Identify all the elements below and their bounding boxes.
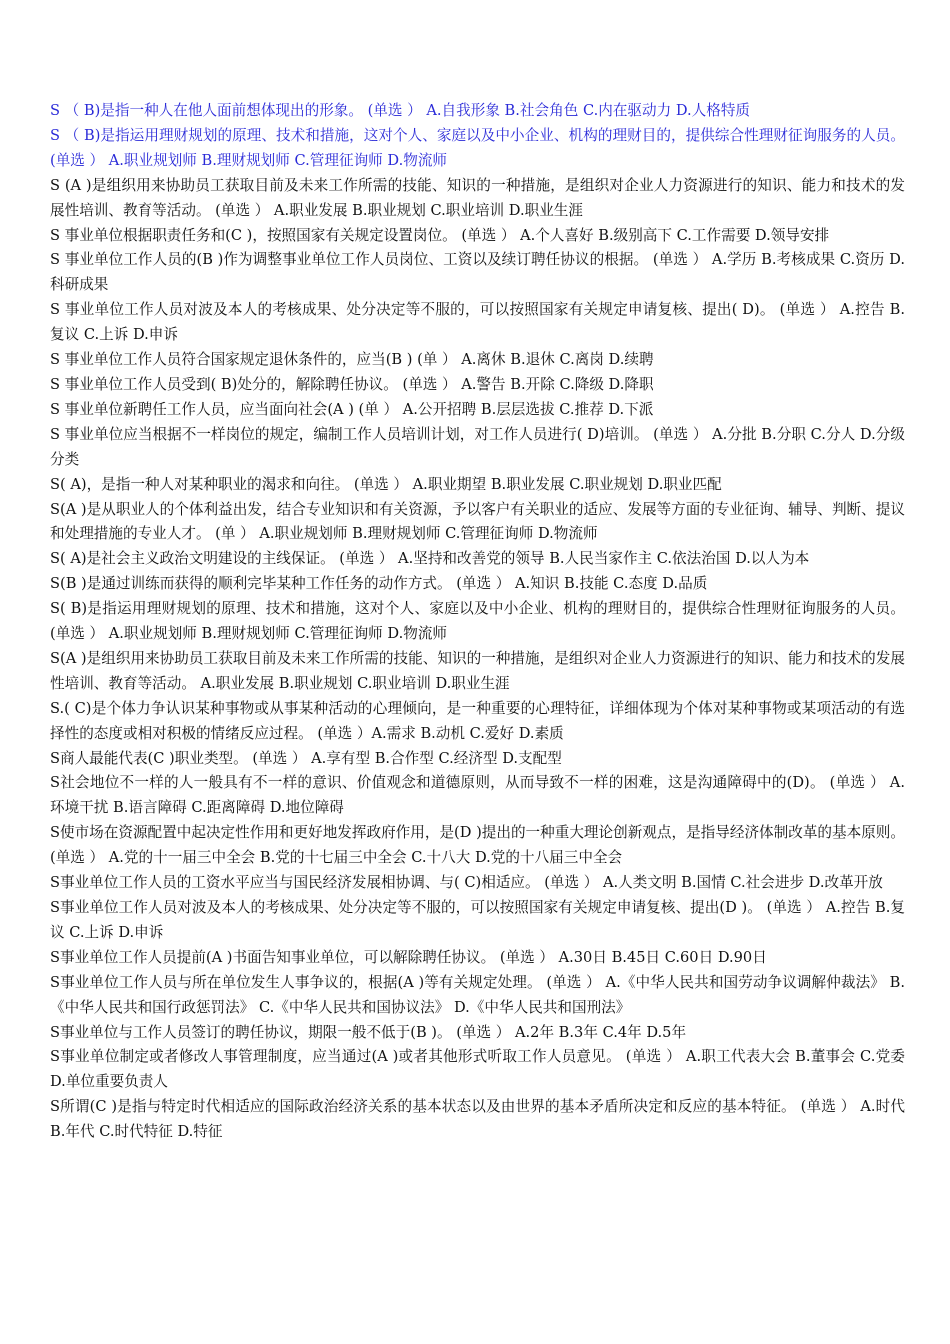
question-12: S(A )是从职业人的个体利益出发，结合专业知识和有关资源，予以客户有关职业的适应、发展等方面的专业征询、辅导、判断、提议和处理措施的专业人才。 (单 ） A.职业规划师 B.理财规划师 C.管理征询师 D.物流师 [50,500,905,543]
document-body [50,99,905,1145]
question-10: S 事业单位应当根据不一样岗位的规定，编制工作人员培训计划，对工作人员进行( D)培训。 (单选 ） A.分批 B.分职 C.分人 D.分级分类 [50,425,905,468]
question-23: S事业单位工作人员提前(A )书面告知事业单位，可以解除聘任协议。 (单选 ） A.30日 B.45日 C.60日 D.90日 [50,948,767,966]
question-19: S社会地位不一样的人一般具有不一样的意识、价值观念和道德原则，从而导致不一样的困难，这是沟通障碍中的(D)。 (单选 ） A.环境干扰 B.语言障碍 C.距离障碍 D.地位障碍 [50,774,905,817]
question-14: S(B )是通过训练而获得的顺利完毕某种工作任务的动作方式。 (单选 ） A.知识 B.技能 C.态度 D.品质 [50,575,708,593]
question-18: S商人最能代表(C )职业类型。 (单选 ） A.享有型 B.合作型 C.经济型 D.支配型 [50,749,562,767]
question-20: S使市场在资源配置中起决定性作用和更好地发挥政府作用，是(D )提出的一种重大理论创新观点，是指导经济体制改革的基本原则。 (单选 ） A.党的十一届三中全会 B.党的十七届三中全会 C.十八大 D.党的十八届三中全会 [50,824,905,867]
question-25: S事业单位与工作人员签订的聘任协议，期限一般不低于(B )。 (单选 ） A.2年 B.3年 C.4年 D.5年 [50,1023,687,1041]
question-5: S 事业单位工作人员的(B )作为调整事业单位工作人员岗位、工资以及续订聘任协议的根据。 (单选 ） A.学历 B.考核成果 C.资历 D.科研成果 [50,251,905,294]
question-21: S事业单位工作人员的工资水平应当与国民经济发展相协调、与( C)相适应。 (单选 ） A.人类文明 B.国情 C.社会进步 D.改革开放 [50,874,883,892]
question-4: S 事业单位根据职责任务和(C )，按照国家有关规定设置岗位。 (单选 ） A.个人喜好 B.级别高下 C.工作需要 D.领导安排 [50,226,830,244]
question-22: S事业单位工作人员对波及本人的考核成果、处分决定等不服的，可以按照国家有关规定申请复核、提出(D )。 (单选 ） A.控告 B.复议 C.上诉 D.申诉 [50,899,905,941]
question-6: S 事业单位工作人员对波及本人的考核成果、处分决定等不服的，可以按照国家有关规定申请复核、提出( D)。 (单选 ） A.控告 B.复议 C.上诉 D.申诉 [50,301,905,344]
question-17: S.( C)是个体力争认识某种事物或从事某种活动的心理倾向，是一种重要的心理特征，详细体现为个体对某种事物或某项活动的有选择性的态度或相对积极的情绪反应过程。 (单选 ）A.需求 B.动机 C.爱好 D.素质 [50,699,905,742]
question-1: S （ B)是指一种人在他人面前想体现出的形象。 (单选 ） A.自我形象 B.社会角色 C.内在驱动力 D.人格特质 [50,102,751,119]
question-11: S( A)，是指一种人对某种职业的渴求和向往。 (单选 ） A.职业期望 B.职业发展 C.职业规划 D.职业匹配 [50,475,722,493]
question-8: S 事业单位工作人员受到( B)处分的，解除聘任协议。 (单选 ） A.警告 B.开除 C.降级 D.降职 [50,375,654,393]
question-27: S所谓(C )是指与特定时代相适应的国际政治经济关系的基本状态以及由世界的基本矛盾所决定和反应的基本特征。 (单选 ） A.时代 B.年代 C.时代特征 D.特征 [50,1098,905,1141]
question-2: S （ B)是指运用理财规划的原理、技术和措施，这对个人、家庭以及中小企业、机构的理财目的，提供综合性理财征询服务的人员。 (单选 ） A.职业规划师 B.理财规划师 C.管理征询师 D.物流师 [50,126,905,169]
question-24: S事业单位工作人员与所在单位发生人事争议的，根据(A )等有关规定处理。 (单选 ） A.《中华人民共和国劳动争议调解仲裁法》 B.《中华人民共和国行政惩罚法》 C.《中华人民共和国协议法》 D.《中华人民共和国刑法》 [50,973,905,1016]
question-9: S 事业单位新聘任工作人员，应当面向社会(A ) (单 ） A.公开招聘 B.层层选拔 C.推荐 D.下派 [50,400,654,418]
question-3: S (A )是组织用来协助员工获取目前及未来工作所需的技能、知识的一种措施，是组织对企业人力资源进行的知识、能力和技术的发展性培训、教育等活动。 (单选 ） A.职业发展 B.职业规划 C.职业培训 D.职业生涯 [50,176,905,219]
question-7: S 事业单位工作人员符合国家规定退休条件的，应当(B ) (单 ） A.离休 B.退休 C.离岗 D.续聘 [50,351,654,369]
question-13: S( A)是社会主义政治文明建设的主线保证。 (单选 ） A.坚持和改善党的领导 B.人民当家作主 C.依法治国 D.以人为本 [50,550,810,568]
question-15: S( B)是指运用理财规划的原理、技术和措施，这对个人、家庭以及中小企业、机构的理财目的，提供综合性理财征询服务的人员。 (单选 ） A.职业规划师 B.理财规划师 C.管理征询师 D.物流师 [50,600,905,643]
question-16: S(A )是组织用来协助员工获取目前及未来工作所需的技能、知识的一种措施，是组织对企业人力资源进行的知识、能力和技术的发展性培训、教育等活动。 A.职业发展 B.职业规划 C.职业培训 D.职业生涯 [50,649,905,692]
question-26: S事业单位制定或者修改人事管理制度，应当通过(A )或者其他形式听取工作人员意见。 (单选 ） A.职工代表大会 B.董事会 C.党委 D.单位重要负责人 [50,1048,905,1091]
